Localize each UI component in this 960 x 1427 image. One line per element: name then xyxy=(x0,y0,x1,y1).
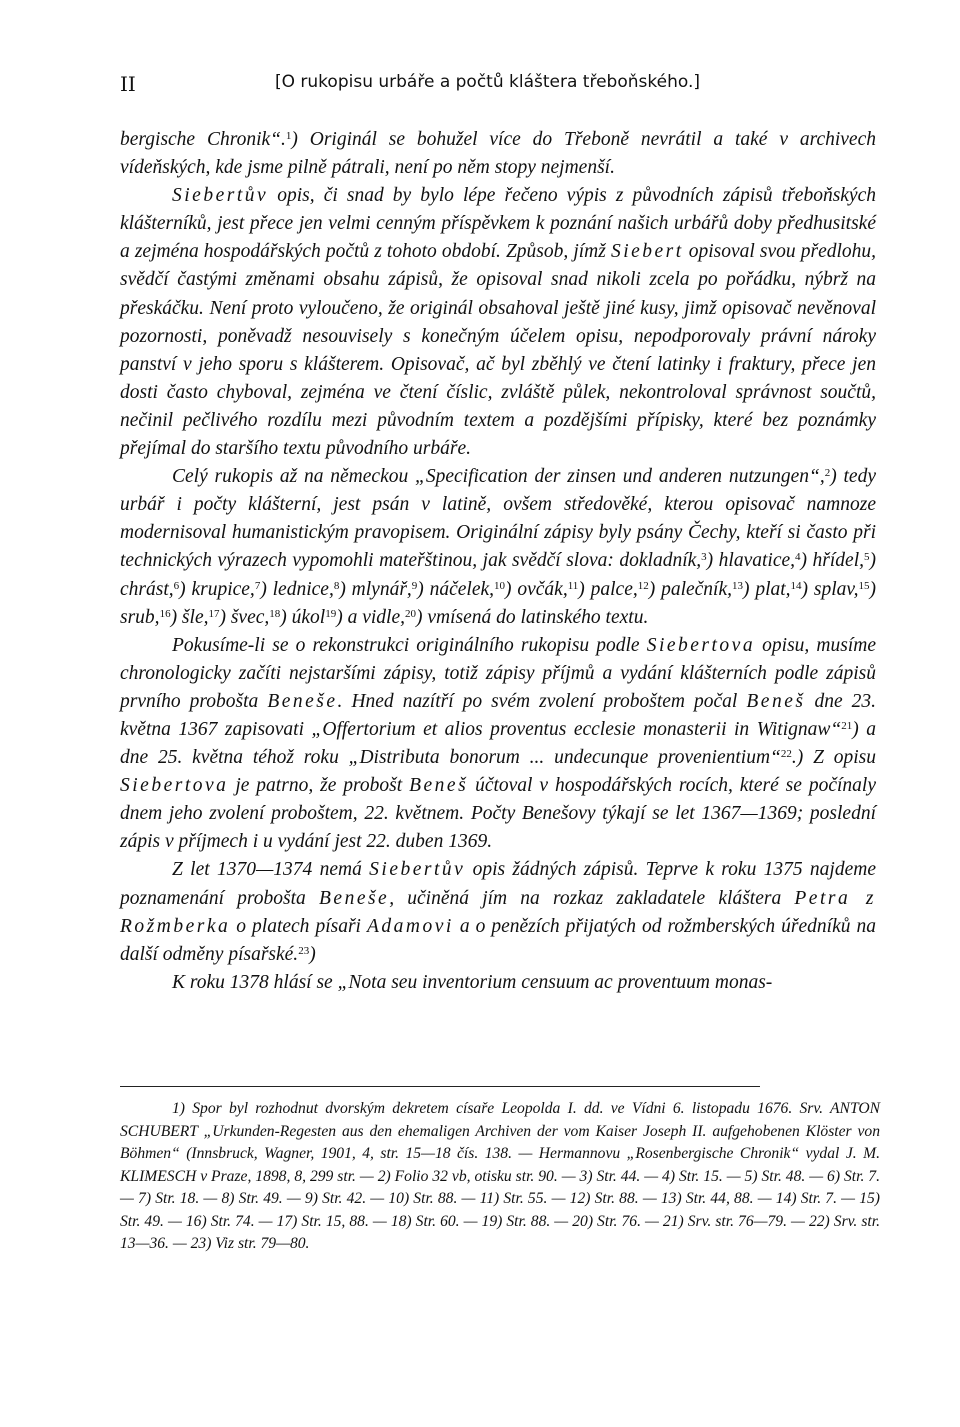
footnote-ref: 15 xyxy=(858,579,870,592)
running-title: [O rukopisu urbáře a počtů kláštera třeboňského.] xyxy=(275,72,700,92)
footnote-ref: 20 xyxy=(405,607,416,620)
text-run: ) xyxy=(309,943,316,965)
text-run: účtoval v hospodářských rocích, které se počínaly dnem jeho zvolení proboštem, 22. květnem. Počty Benešovy týkají se let 1367—1369; poslední zápis v příjmech i u vydání jest 22. duben 1369. xyxy=(120,775,876,853)
text-run: opis, či snad by bylo lépe řečeno výpis z původních zápisů třeboňských klášterníků, jest přece jen velmi cenným příspěvkem k poznání našich urbářů doby předhusitské a zejména hospodářských počtů z tohoto období. Způsob, jímž xyxy=(120,185,876,263)
text-run: ) mlynář, xyxy=(339,578,412,600)
text-run: Celý rukopis až na německou „Specification der zinsen und anderen nutzungen“, xyxy=(172,466,825,488)
footnote-ref: 9 xyxy=(411,579,418,592)
text-run: ) lednice, xyxy=(260,578,334,600)
text-run: ) krupice, xyxy=(179,578,255,600)
footnote-ref: 22 xyxy=(780,748,792,761)
footnote-ref: 14 xyxy=(790,579,802,592)
text-run: opisoval svou předlohu, svědčí častými změnami obsahu zápisů, že opisoval snad nikoli zcela po pořádku, nýbrž na přeskáčku. Není proto vyloučeno, že originál obsahoval ještě jiné kusy, jimž opisovač nevěnoval pozornosti, poněvadž nesouvisely s konečným účelem opisu, nepodporovaly právní nároky panství v jeho sporu s klášterem. Opisovač, ač byl zběhlý ve čtení latinky i fraktury, přece jen dosti často chyboval, zejména ve čtení číslic, zvláště půlek, nekontroloval správnost součtů, nečinil pečlivého rozdílu mezi původním textem a pozdějšími přípisky, které bez poznámky přejímal do staršího textu původního urbáře. xyxy=(120,241,877,460)
text-run: ) ovčák, xyxy=(505,578,568,600)
text-run: bergische Chronik“. xyxy=(120,129,286,150)
footnote-divider xyxy=(120,1086,760,1087)
text-run: ) tedy urbář i počty klášterní, jest psán v latině, ovšem středověké, kterou opisovač namnoze modernisoval humanistickým pravopisem. Originální zápisy byly psány Čechy, kteří si často při technických výrazech vypomohli mateřštinou, jak svědčí slova: dokladník, xyxy=(120,466,876,572)
text-run: a o penězích přijatých od rožmberských úředníků na další odměny písařské. xyxy=(120,915,876,965)
text-run: dne 23. května 1367 zapisovati „Offertorium et alios proventus ecclesie monasterii in Witignaw“ xyxy=(120,690,876,740)
spaced-name: Petra z Rožmberka xyxy=(120,887,876,937)
footnote-ref: 17 xyxy=(208,607,220,620)
footnote-ref: 4 xyxy=(795,551,801,564)
text-run: ) hlavatice, xyxy=(706,550,796,572)
spaced-name: Beneš xyxy=(746,690,806,712)
spaced-name: Adamovi xyxy=(366,915,454,937)
paragraph-3 xyxy=(120,463,876,632)
text-run: Z let 1370—1374 nemá xyxy=(172,859,370,881)
footnote-ref: 7 xyxy=(254,579,261,592)
footnote-ref: 2 xyxy=(824,467,831,480)
text-run: . Hned nazítří po svém zvolení proboštem počal xyxy=(337,690,747,712)
spaced-name: Siebertova xyxy=(646,634,756,656)
spaced-name: Siebertův xyxy=(172,185,269,207)
footnote-ref: 10 xyxy=(494,579,506,592)
spaced-name: Beneše xyxy=(319,887,390,909)
page-header xyxy=(120,72,880,102)
footnotes xyxy=(120,1098,880,1256)
paragraph-2 xyxy=(120,182,876,463)
text-run: ) palce, xyxy=(578,578,638,600)
text-run: ) a vidle, xyxy=(336,606,405,628)
paragraph-5 xyxy=(120,856,876,968)
footnote-ref: 19 xyxy=(325,607,337,620)
text-run: ) palečník, xyxy=(648,578,732,600)
footnote-ref: 13 xyxy=(732,579,743,592)
text-run: ) vmísená do latinského textu. xyxy=(416,606,649,628)
footnote-ref: 11 xyxy=(567,579,579,592)
page-number: II xyxy=(120,72,136,96)
footnote-ref: 12 xyxy=(637,579,649,592)
spaced-name: Beneše xyxy=(267,690,338,712)
spaced-name: Beneš xyxy=(409,775,469,797)
text-run: ) úkol xyxy=(280,606,326,628)
footnote-ref: 6 xyxy=(173,579,180,592)
footnote-ref: 3 xyxy=(701,551,707,564)
text-run: , učiněná jím na rozkaz zakladatele kláštera xyxy=(389,887,795,909)
spaced-name: Siebertova xyxy=(120,775,229,797)
footnote-text: 1) Spor byl rozhodnut dvorským dekretem císaře Leopolda I. dd. ve Vídni 6. listopadu 1676. Srv. ANTON SCHUBERT „Urkunden-Regesten aus den ehemaligen Archiven der vom Kaiser Joseph II. aufgehobenen Klöster von Böhmen“ (Innsbruck, Wagner, 1901, 4, str. 15—18 čís. 138. — Hermannovu „Rosenbergische Chronik“ vydal J. M. KLIMESCH v Praze, 1898, 8, 299 str. — 2) Folio 32 vb, otisku str. 90. — 3) Str. 44. — 4) Str. 15. — 5) Str. 48. — 6) Str. 7. — 7) Str. 18. — 8) Str. 49. — 9) Str. 42. — 10) Str. 88. — 11) Str. 55. — 12) Str. 88. — 13) Str. 44, 88. — 14) Str. 7. — 15) Str. 49. — 16) Str. 74. — 17) Str. 15, 88. — 18) Str. 60. — 19) Str. 88. — 20) Str. 76. — 21) Srv. str. 76—79. — 22) Srv. str. 13—36. — 23) Viz str. 79—80. xyxy=(120,1100,880,1252)
text-run: K roku 1378 hlásí se „Nota seu inventorium censuum ac proventuum monas- xyxy=(172,971,773,993)
text-run: ) plat, xyxy=(743,578,791,600)
spaced-name: Siebert xyxy=(610,241,684,263)
text-run: ) šle, xyxy=(170,606,209,628)
text-run: ) náčelek, xyxy=(417,578,495,600)
text-run: o platech písaři xyxy=(230,915,367,937)
text-run: Pokusíme-li se o rekonstrukci originálního rukopisu podle xyxy=(172,634,647,656)
footnote-ref: 21 xyxy=(841,719,853,732)
paragraph-6 xyxy=(120,969,876,997)
text-run: ) Originál se bohužel více do Třeboně nevrátil a také v archivech vídeňských, kde jsme pilně pátrali, není po něm stopy nejmenší. xyxy=(120,129,876,179)
text-run: ) splav, xyxy=(801,578,859,600)
main-text xyxy=(120,126,876,997)
footnote-ref: 5 xyxy=(864,551,870,564)
text-run: opis žádných zápisů. Teprve k roku 1375 najdeme poznamenání proboštа xyxy=(120,859,876,909)
text-run: je patrno, že probošt xyxy=(228,775,410,797)
footnote-ref: 1 xyxy=(285,130,292,142)
footnote-ref: 18 xyxy=(269,607,281,620)
footnote-ref: 8 xyxy=(333,579,340,592)
footnote-ref: 16 xyxy=(159,607,171,620)
text-run: ) švec, xyxy=(219,606,270,628)
text-run: ) hřídel, xyxy=(800,550,864,572)
text-run: .) Z opisu xyxy=(791,747,876,769)
text-run: opisu, musíme chronologicky začíti nejstaršími zápisy, totiž zápisy příjmů a vydání klášterních podle zápisů prvního proboštа xyxy=(120,634,876,712)
text-run: ) srub, xyxy=(120,578,876,628)
text-run: ) chrást, xyxy=(120,550,876,600)
spaced-name: Siebertův xyxy=(369,859,466,881)
footnote-ref: 23 xyxy=(298,944,310,957)
paragraph-4 xyxy=(120,632,876,857)
paragraph-1 xyxy=(120,126,876,182)
text-run: ) a dne 25. května téhož roku „Distributa bonorum ... undecunque provenientium“ xyxy=(120,718,877,769)
